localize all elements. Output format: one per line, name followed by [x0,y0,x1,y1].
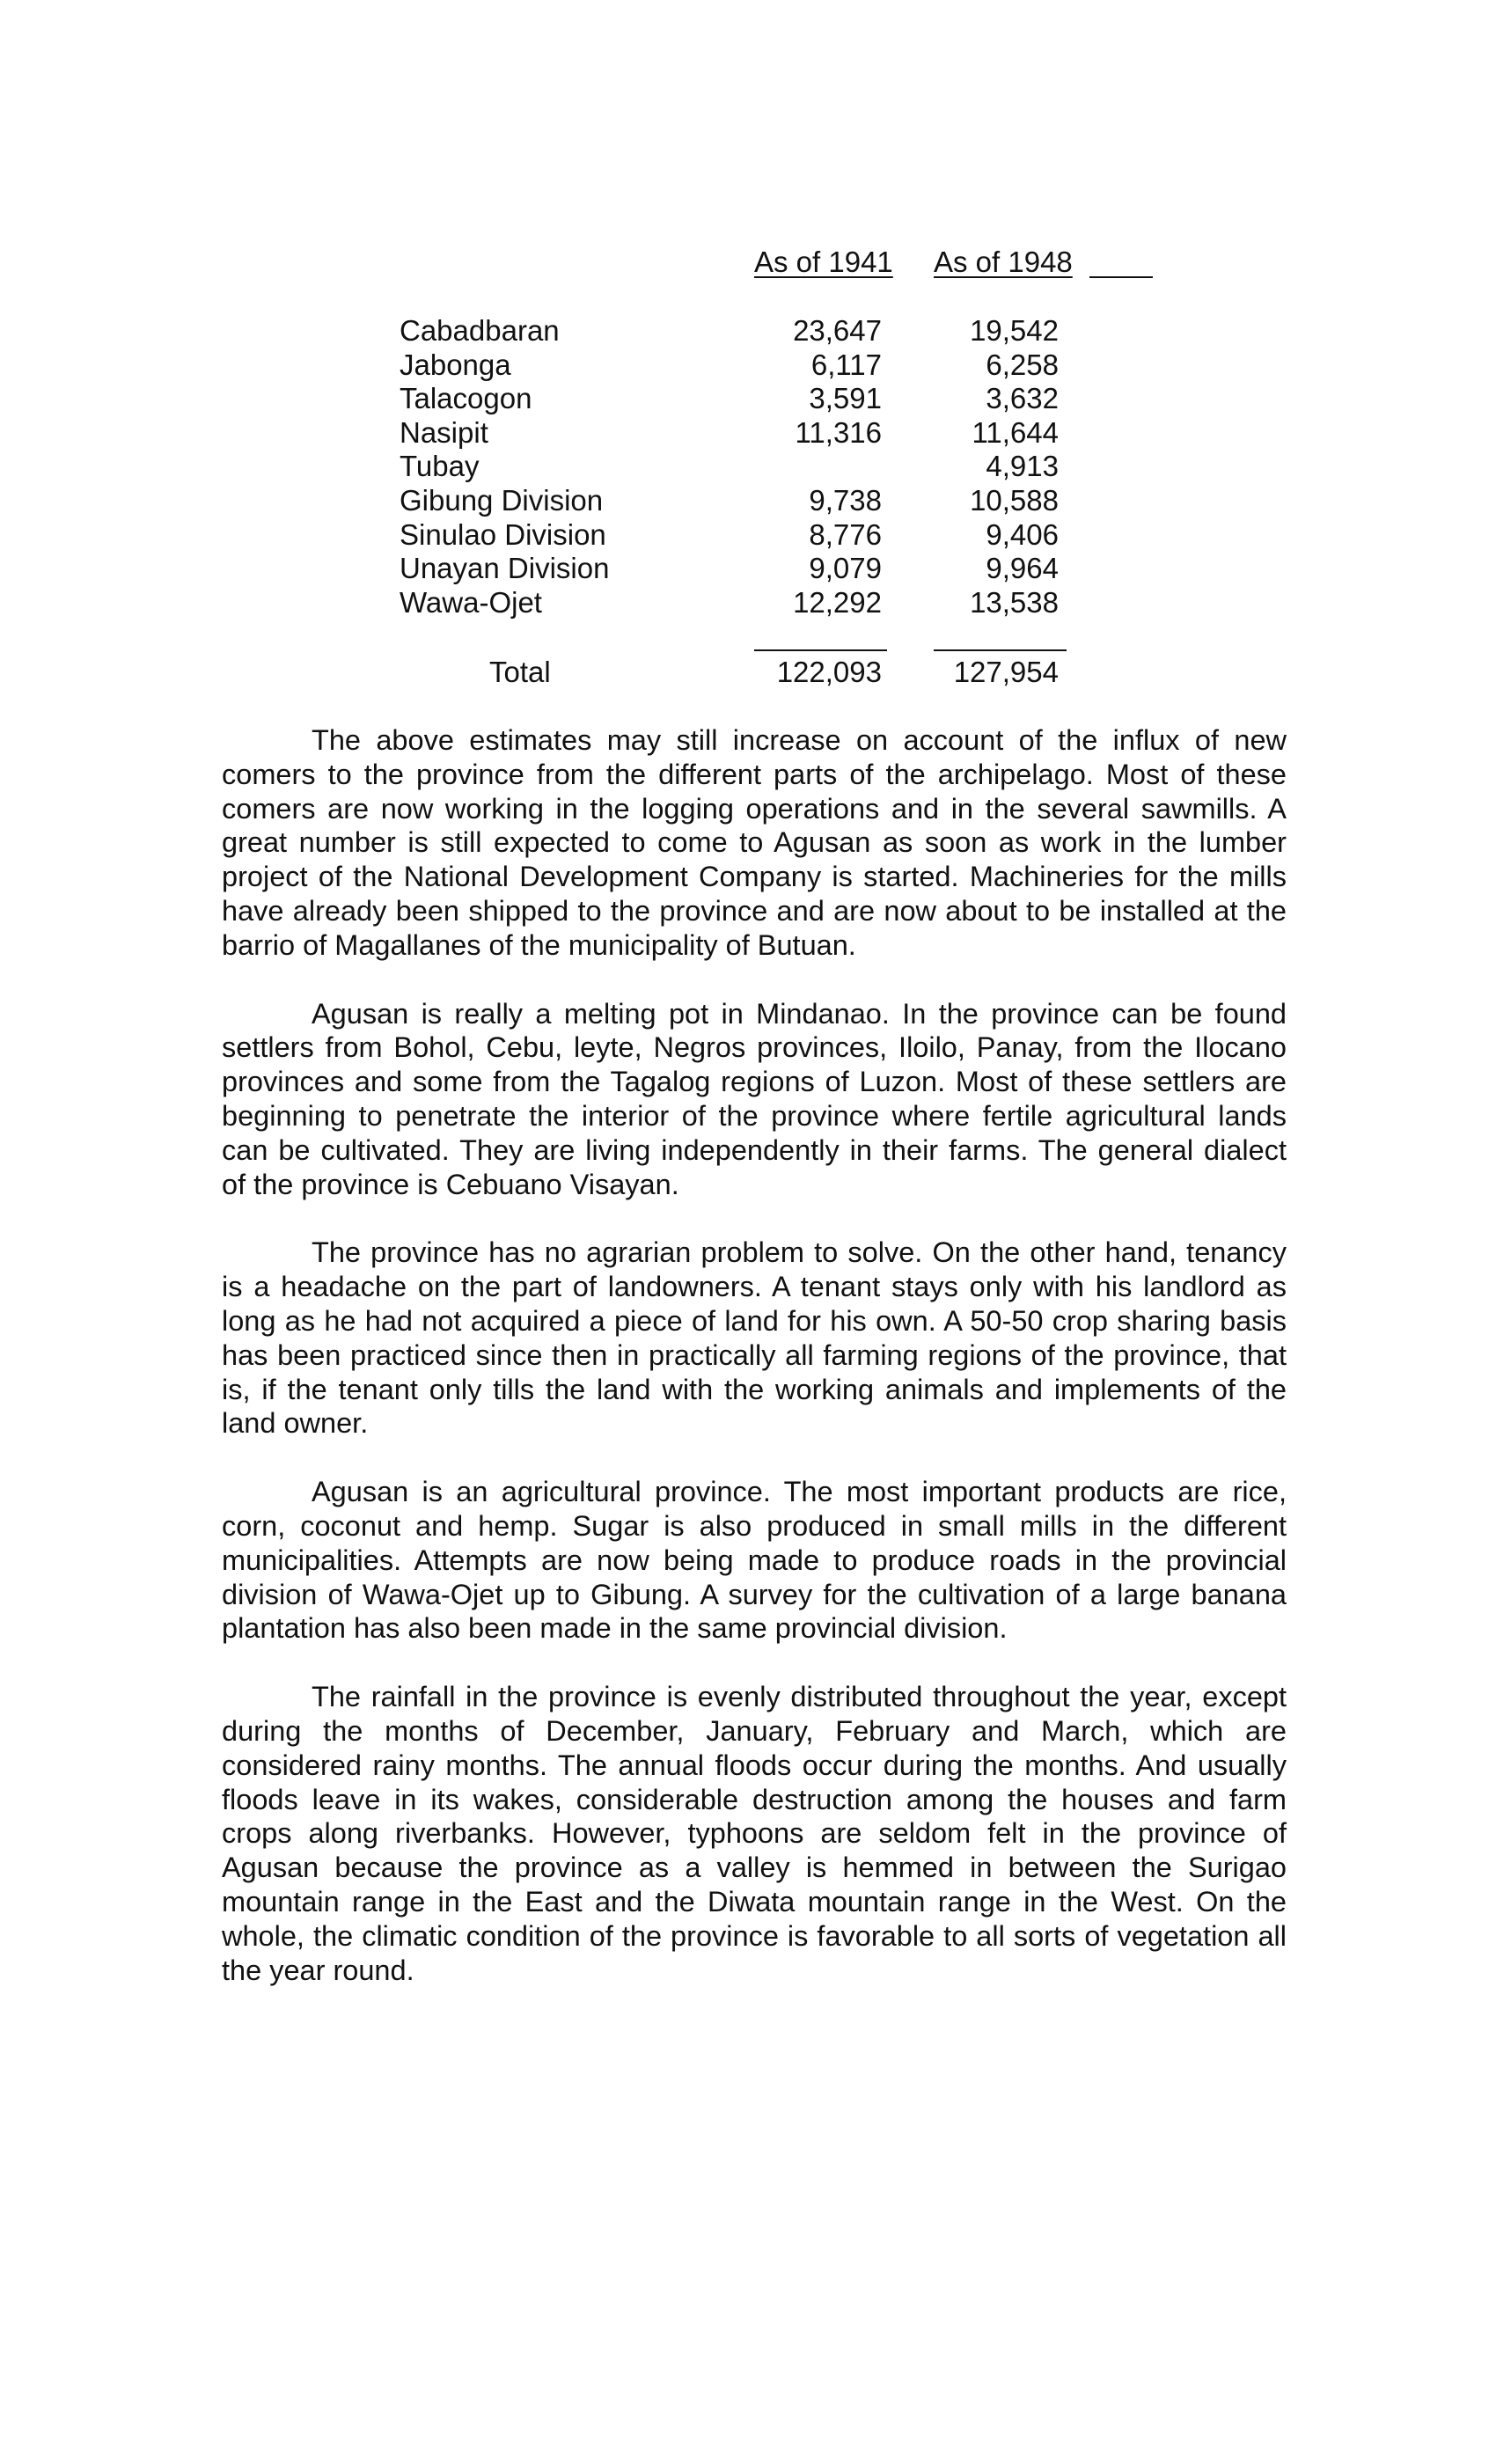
municipality-name: Tubay [400,450,480,483]
paragraph-influx: The above estimates may still increase on account of the influx of new comers to the province from the different parts of the archipelago. Most of these comers are now working in the logging operations and in the several sawmills. A great number is still expected to come to Agusan as soon as work in the lumber project of the National Development Company is started. Machineries for the mills have already been shipped to the province and are now about to be installed at the barrio of Magallanes of the municipality of Butuan. [222,724,1287,961]
total-label: Total [489,656,551,688]
population-1941: 11,316 [795,415,882,449]
table-row [0,450,1496,484]
municipality-name: Wawa-Ojet [400,585,542,619]
table-row [0,484,1496,518]
table-row [0,348,1496,383]
municipality-name: Talacogon [400,382,532,415]
table-row [0,518,1496,553]
total-rule-1941 [754,649,887,651]
body-text [222,723,1287,2021]
population-1941: 9,738 [809,483,882,517]
municipality-name: Jabonga [400,348,511,381]
population-1948: 19,542 [970,314,1059,347]
population-1941: 23,647 [793,314,882,347]
paragraph-agriculture: Agusan is an agricultural province. The most important products are rice, corn, coconut and hemp. Sugar is also produced in small mills in the different municipalities. Attempts are now being made to produce roads in the provincial division of Wawa-Ojet up to Gibung. A survey for the cultivation of a large banana plantation has also been made in the same provincial division. [222,1476,1287,1645]
paragraph-melting-pot: Agusan is really a melting pot in Mindanao. In the province can be found settlers from Bohol, Cebu, leyte, Negros provinces, Iloilo, Panay, from the Ilocano provinces and some from the Tagalog regions of Luzon. Most of these settlers are beginning to penetrate the interior of the province where fertile agricultural lands can be cultivated. They are living independently in their farms. The general dialect of the province is Cebuano Visayan. [222,997,1287,1200]
total-row [0,655,1496,690]
population-1941: 3,591 [809,382,882,415]
population-1948: 9,964 [986,552,1059,585]
table-body [0,314,1496,620]
total-rule-1948 [934,649,1067,651]
column-header-1948: As of 1948 [934,246,1073,278]
table-row [0,416,1496,451]
municipality-name: Nasipit [400,415,488,449]
municipality-name: Gibung Division [400,483,604,517]
header-underline-extension [1089,276,1153,278]
paragraph-tenancy: The province has no agrarian problem to solve. On the other hand, tenancy is a headache on the part of landowners. A tenant stays only with his landlord as long as he had not acquired a piece of land for his own. A 50-50 crop sharing basis has been practiced since then in practically all farming regions of the province, that is, if the tenant only tills the land with the working animals and implements of the land owner. [222,1236,1287,1440]
paragraph-rainfall: The rainfall in the province is evenly distributed throughout the year, except during the months of December, January, February and March, which are considered rainy months. The annual floods occur during the months. And usually floods leave in its wakes, considerable destruction among the houses and farm crops along riverbanks. However, typhoons are seldom felt in the province of Agusan because the province as a valley is hemmed in between the Surigao mountain range in the East and the Diwata mountain range in the West. On the whole, the climatic condition of the province is favorable to all sorts of vegetation all the year round. [222,1681,1287,1986]
population-1948: 3,632 [986,382,1059,415]
population-1941: 6,117 [810,348,882,381]
population-1941: 9,079 [809,552,882,585]
table-row [0,314,1496,348]
table-row [0,552,1496,586]
total-1941: 122,093 [776,656,882,688]
population-1941: 8,776 [809,517,882,551]
population-1948: 13,538 [970,585,1059,619]
population-1948: 4,913 [986,450,1059,483]
population-1948: 9,406 [986,517,1059,551]
table-row [0,586,1496,620]
table-row [0,382,1496,416]
municipality-name: Sinulao Division [400,517,606,551]
population-1948: 6,258 [986,348,1059,381]
column-header-1941: As of 1941 [754,246,893,278]
population-1948: 11,644 [972,415,1059,449]
municipality-name: Cabadbaran [400,314,560,347]
municipality-name: Unayan Division [400,552,610,585]
total-1948: 127,954 [953,656,1059,688]
population-1948: 10,588 [970,483,1059,517]
population-1941: 12,292 [793,585,882,619]
